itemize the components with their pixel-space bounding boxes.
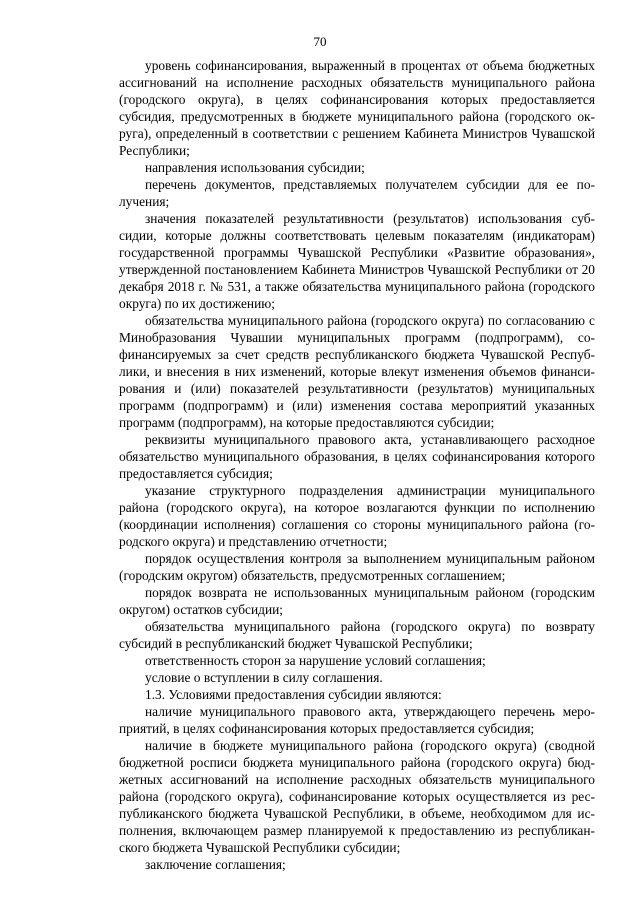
paragraph-cofinancing-level: уровень софинансирования, выраженный в процентах от объема бюджетных ассигнований на исполнение расходных обязательств муниципального района (городского округа), в целях софинансирования которых предоставляется субсидия, предусмотренных в бюджете муниципального района (городского округа), определенный в соответствии с решением Кабинета Министров Чувашской Республики; [119, 58, 595, 158]
section-heading-1-3: 1.3. Условиями предоставления субсидии являются: [145, 687, 442, 702]
paragraph-control-procedure: порядок осуществления контроля за выполнением муниципальным районом (городским округом) обязательств, предусмотренных соглашением; [119, 551, 595, 583]
paragraph-budget-allocations: наличие в бюджете муниципального района (городского округа) (сводной бюджетной росписи бюджета муниципального района (городского округа) бюджетных ассигнований на исполнение расходных обязательств муниципального района (городского округа), софинансирование которых осуществляется из республиканского бюджета Чувашской Республики, в объеме, необходимом для исполнения, включающем размер планируемой к предоставлению из республиканского бюджета Чувашской Республики субсидии; [119, 738, 595, 855]
paragraph-return-obligations: обязательства муниципального района (городского округа) по возврату субсидий в республиканский бюджет Чувашской Республики; [119, 619, 595, 651]
paragraph-legal-act-details: реквизиты муниципального правового акта, устанавливающего расходное обязательство муниципального образования, в целях софинансирования которого предоставляется субсидия; [119, 432, 595, 481]
paragraph-legal-act-availability: наличие муниципального правового акта, утверждающего перечень мероприятий, в целях софинансирования которых предоставляется субсидия; [119, 704, 595, 736]
paragraph-liability: ответственность сторон за нарушение условий соглашения; [145, 653, 486, 668]
page-number: 70 [313, 34, 327, 49]
body-text [119, 57, 595, 873]
paragraph-return-procedure: порядок возврата не использованных муниципальным районом (городским округом) остатков субсидии; [119, 585, 595, 617]
paragraph-responsible-unit: указание структурного подразделения администрации муниципального района (городского округа), на которое возлагаются функции по исполнению (координации исполнения) соглашения со стороны муниципального района (городского округа) и представлению отчетности; [119, 483, 595, 549]
paragraph-performance-indicators: значения показателей результативности (результатов) использования субсидии, которые должны соответствовать целевым показателям (индикаторам) государственной программы Чувашской Республики «Развитие образования», утвержденной постановлением Кабинета Министров Чувашской Республики от 20 декабря 2018 г. № 531, а также обязательства муниципального района (городского округа) по их достижению; [119, 211, 595, 311]
paragraph-documents-list: перечень документов, представляемых получателем субсидии для ее получения; [119, 177, 595, 209]
paragraph-usage-directions: направления использования субсидии; [145, 160, 365, 175]
paragraph-entry-into-force: условие о вступлении в силу соглашения. [145, 670, 383, 685]
paragraph-program-approval: обязательства муниципального района (городского округа) по согласованию с Минобразования Чувашии муниципальных программ (подпрограмм), софинансируемых за счет средств республиканского бюджета Чувашской Республики, и внесения в них изменений, которые влекут изменения объемов финансирования и (или) показателей результативности (результатов) муниципальных программ (подпрограмм) и (или) изменения состава мероприятий указанных программ (подпрограмм), на которые предоставляются субсидии; [119, 313, 595, 430]
paragraph-agreement-conclusion: заключение соглашения; [145, 857, 286, 872]
